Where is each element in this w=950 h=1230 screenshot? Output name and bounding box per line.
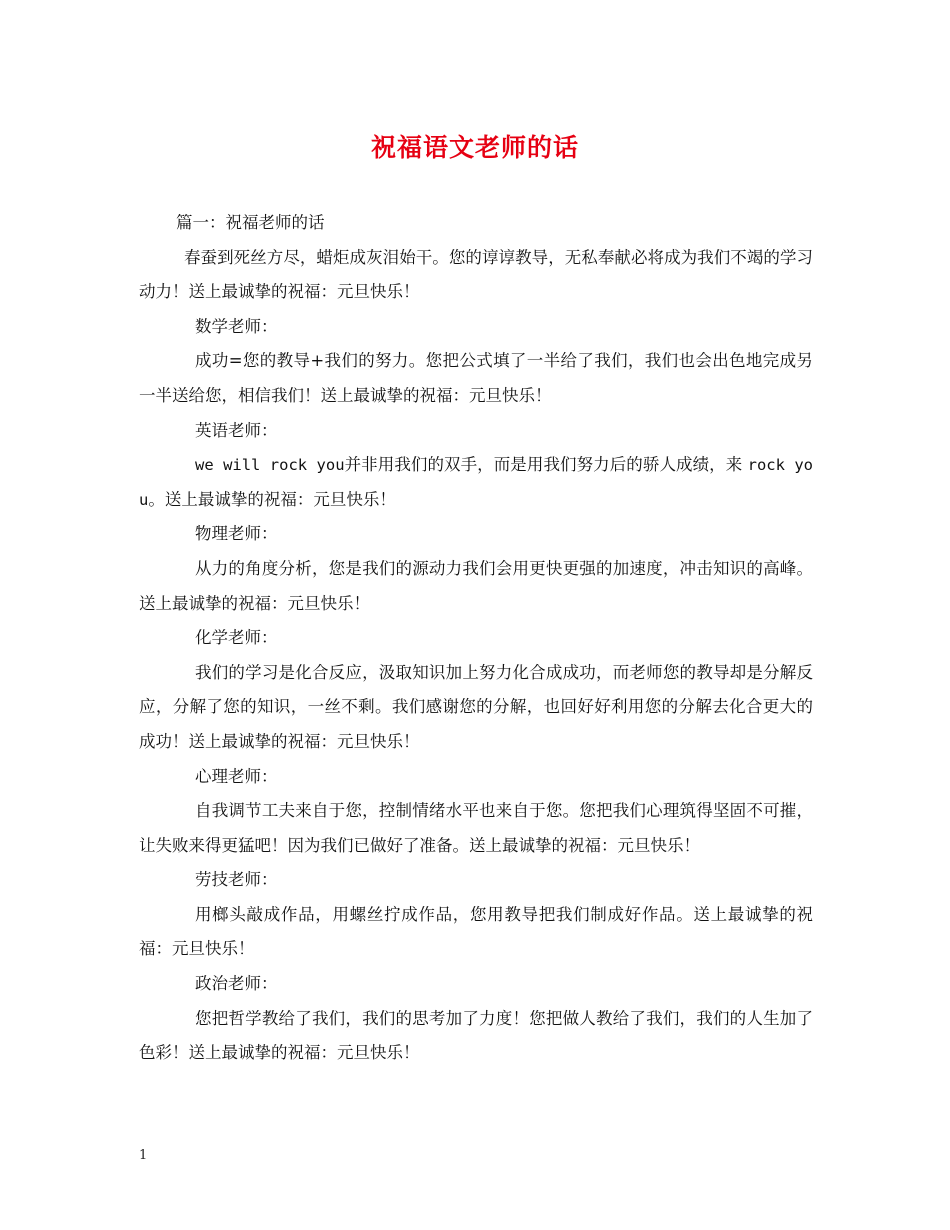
english-text-end: 。送上最诚挚的祝福：元旦快乐！	[148, 489, 396, 509]
entry-label-psychology: 心理老师：	[195, 766, 278, 786]
entry-text-physics: 从力的角度分析，您是我们的源动力我们会用更快更强的加速度，冲击知识的高峰。送上最诚挚的祝福：元旦快乐！	[139, 558, 813, 613]
page-number: 1	[139, 1148, 148, 1163]
english-phrase-1: we will rock you	[195, 456, 345, 475]
document-title: 祝福语文老师的话	[370, 133, 579, 162]
intro-paragraph: 春蚕到死丝方尽，蜡炬成灰泪始干。您的谆谆教导，无私奉献必将成为我们不竭的学习动力！送上最诚挚的祝福：元旦快乐！	[139, 247, 813, 302]
entry-text-chemistry: 我们的学习是化合反应，汲取知识加上努力化合成成功，而老师您的教导却是分解反应，分解了您的知识，一丝不剩。我们感谢您的分解，也回好好利用您的分解去化合更大的成功！送上最诚挚的祝福：元旦快乐！	[139, 662, 813, 751]
section-heading: 篇一：祝福老师的话	[176, 213, 325, 232]
document-body	[139, 206, 813, 1071]
english-phrase-2: rock you	[139, 456, 814, 509]
entry-label-labor-tech: 劳技老师：	[195, 870, 278, 890]
entry-text-politics: 您把哲学教给了我们，我们的思考加了力度！您把做人教给了我们，我们的人生加了色彩！送上最诚挚的祝福：元旦快乐！	[139, 1008, 813, 1063]
english-text-middle: 并非用我们的双手，而是用我们努力后的骄人成绩，来	[344, 455, 743, 475]
entry-text-english	[139, 448, 813, 517]
entry-label-physics: 物理老师：	[195, 524, 278, 544]
entry-label-math: 数学老师：	[195, 316, 278, 336]
entry-text-labor-tech: 用榔头敲成作品，用螺丝拧成作品，您用教导把我们制成好作品。送上最诚挚的祝福：元旦快乐！	[139, 904, 813, 959]
entry-label-politics: 政治老师：	[195, 974, 278, 994]
entry-label-english: 英语老师：	[195, 420, 278, 440]
entry-label-chemistry: 化学老师：	[195, 628, 278, 648]
entry-text-math: 成功=您的教导+我们的努力。您把公式填了一半给了我们，我们也会出色地完成另一半送给您，相信我们！送上最诚挚的祝福：元旦快乐！	[139, 351, 813, 405]
entry-text-psychology: 自我调节工夫来自于您，控制情绪水平也来自于您。您把我们心理筑得坚固不可摧，让失败来得更猛吧！因为我们已做好了准备。送上最诚挚的祝福：元旦快乐！	[139, 801, 813, 855]
